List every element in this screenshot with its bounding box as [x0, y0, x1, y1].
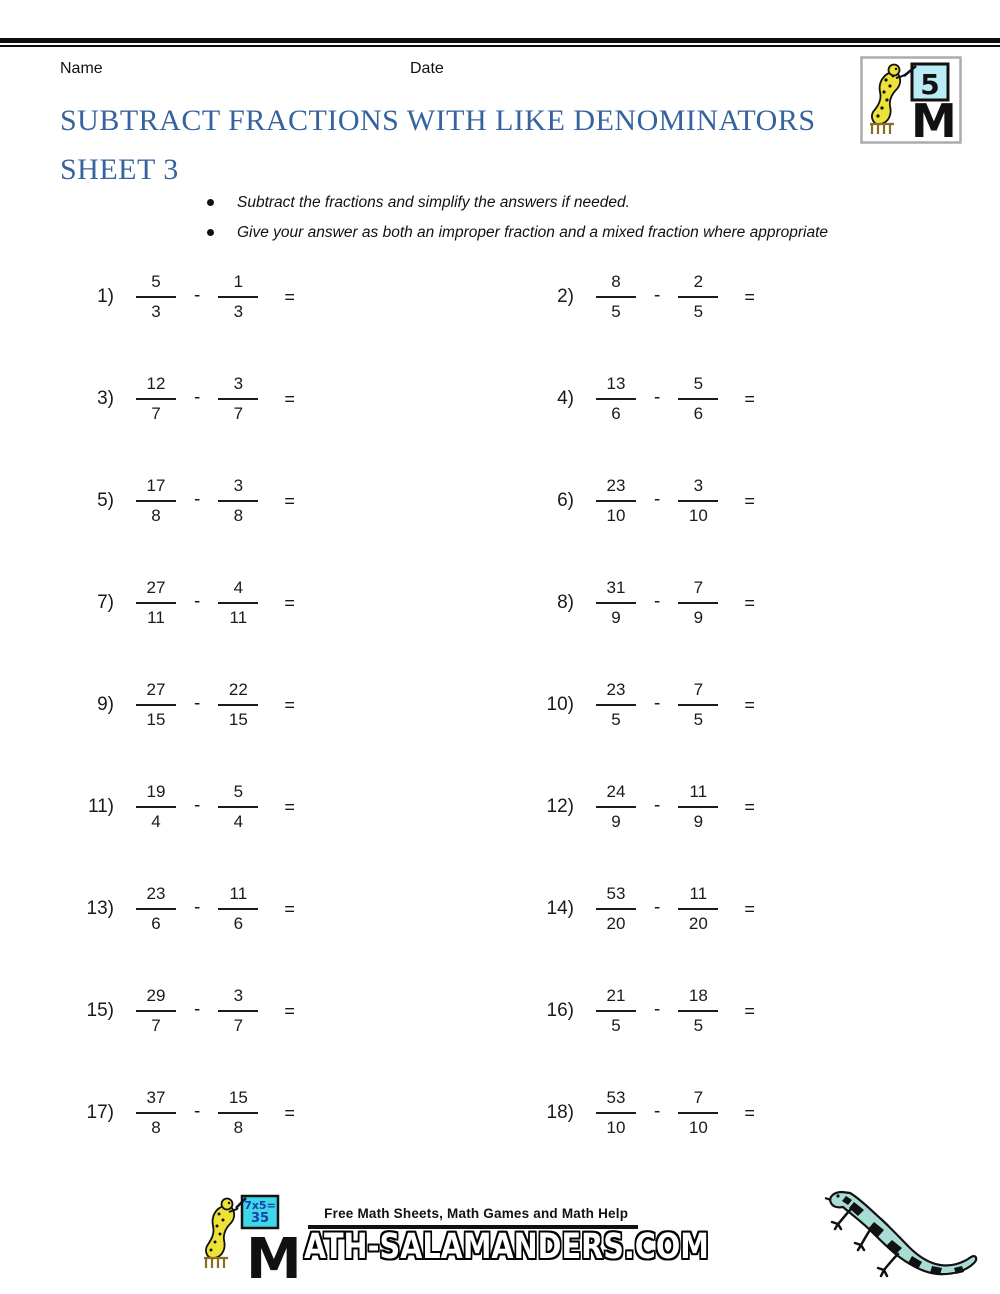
- minus-sign: -: [194, 897, 201, 918]
- badge-letter: M: [911, 94, 957, 144]
- numerator: 27: [136, 680, 176, 706]
- numerator: 8: [596, 272, 636, 298]
- problem-row: [60, 654, 520, 756]
- equals-sign: =: [284, 286, 295, 307]
- problem-row: [520, 756, 940, 858]
- equals-sign: =: [744, 1102, 755, 1123]
- fraction-minuend: [596, 476, 636, 526]
- problem-row: [520, 960, 940, 1062]
- denominator: 6: [693, 404, 704, 423]
- fraction-minuend: [596, 986, 636, 1036]
- problem-number: 12): [546, 796, 574, 817]
- problem-number: 10): [546, 694, 574, 715]
- equals-sign: =: [284, 490, 295, 511]
- fraction-subtrahend: [218, 782, 258, 832]
- denominator: 5: [693, 1016, 704, 1035]
- fraction-minuend: [596, 272, 636, 322]
- minus-sign: -: [654, 591, 661, 612]
- equals-sign: =: [284, 898, 295, 919]
- numerator: 11: [678, 884, 718, 910]
- lizard-illustration: [818, 1180, 988, 1294]
- minus-sign: -: [654, 1101, 661, 1122]
- denominator: 4: [233, 812, 244, 831]
- denominator: 8: [151, 1118, 161, 1137]
- board-equation: 7x5=: [244, 1199, 276, 1212]
- denominator: 9: [611, 608, 621, 627]
- problem-row: [60, 960, 520, 1062]
- problem-number: 16): [546, 1000, 574, 1021]
- problem-row: [520, 858, 940, 960]
- problem-row: [60, 858, 520, 960]
- fraction-minuend: [136, 374, 176, 424]
- numerator: 1: [218, 272, 258, 298]
- numerator: 24: [596, 782, 636, 808]
- fraction-minuend: [596, 782, 636, 832]
- numerator: 31: [596, 578, 636, 604]
- denominator: 10: [688, 506, 708, 525]
- fraction-minuend: [136, 884, 176, 934]
- badge-number: 5: [920, 68, 940, 101]
- minus-sign: -: [654, 387, 661, 408]
- problem-row: [520, 348, 940, 450]
- problem-number: 6): [557, 490, 574, 511]
- title-line-2: SHEET 3: [60, 153, 179, 186]
- fraction-minuend: [136, 578, 176, 628]
- footer-tagline: Free Math Sheets, Math Games and Math Help: [324, 1206, 629, 1221]
- numerator: 12: [136, 374, 176, 400]
- instructions-list: [205, 194, 965, 254]
- fraction-minuend: [136, 1088, 176, 1138]
- equals-sign: =: [284, 1102, 295, 1123]
- problem-number: 4): [557, 388, 574, 409]
- numerator: 2: [678, 272, 718, 298]
- equals-sign: =: [284, 694, 295, 715]
- fraction-subtrahend: [218, 578, 258, 628]
- problem-number: 15): [86, 1000, 114, 1021]
- fraction-minuend: [136, 782, 176, 832]
- denominator: 7: [151, 1016, 161, 1035]
- numerator: 22: [218, 680, 258, 706]
- problem-number: 17): [86, 1102, 114, 1123]
- fraction-subtrahend: [218, 476, 258, 526]
- numerator: 5: [218, 782, 258, 808]
- denominator: 6: [151, 914, 161, 933]
- denominator: 5: [693, 302, 704, 321]
- footer-logo-letter: M: [246, 1227, 302, 1284]
- numerator: 15: [218, 1088, 258, 1114]
- numerator: 11: [218, 884, 258, 910]
- fraction-subtrahend: [678, 374, 718, 424]
- numerator: 3: [218, 986, 258, 1012]
- footer-wordmark: ATH-SALAMANDERS.COM: [304, 1227, 709, 1267]
- fraction-subtrahend: [678, 986, 718, 1036]
- denominator: 8: [233, 506, 244, 525]
- numerator: 19: [136, 782, 176, 808]
- problem-row: [520, 246, 940, 348]
- denominator: 5: [611, 1016, 621, 1035]
- denominator: 5: [611, 302, 621, 321]
- denominator: 5: [611, 710, 621, 729]
- minus-sign: -: [654, 489, 661, 510]
- minus-sign: -: [654, 897, 661, 918]
- problem-number: 1): [97, 286, 114, 307]
- problem-row: [520, 450, 940, 552]
- problem-number: 14): [546, 898, 574, 919]
- denominator: 6: [233, 914, 244, 933]
- numerator: 27: [136, 578, 176, 604]
- numerator: 11: [678, 782, 718, 808]
- minus-sign: -: [194, 489, 201, 510]
- numerator: 23: [136, 884, 176, 910]
- denominator: 3: [151, 302, 161, 321]
- equals-sign: =: [744, 1000, 755, 1021]
- problem-row: [60, 756, 520, 858]
- minus-sign: -: [194, 693, 201, 714]
- bullet-icon: [207, 199, 214, 206]
- denominator: 7: [233, 1016, 244, 1035]
- problem-number: 7): [97, 592, 114, 613]
- numerator: 3: [678, 476, 718, 502]
- minus-sign: -: [194, 1101, 201, 1122]
- fraction-subtrahend: [678, 578, 718, 628]
- numerator: 4: [218, 578, 258, 604]
- problem-row: [60, 450, 520, 552]
- numerator: 21: [596, 986, 636, 1012]
- denominator: 7: [233, 404, 244, 423]
- numerator: 13: [596, 374, 636, 400]
- date-label: Date: [410, 60, 444, 77]
- numerator: 29: [136, 986, 176, 1012]
- fraction-subtrahend: [678, 680, 718, 730]
- minus-sign: -: [654, 285, 661, 306]
- equals-sign: =: [744, 490, 755, 511]
- equals-sign: =: [284, 1000, 295, 1021]
- problem-number: 3): [97, 388, 114, 409]
- minus-sign: -: [194, 387, 201, 408]
- fraction-minuend: [136, 680, 176, 730]
- fraction-subtrahend: [218, 680, 258, 730]
- denominator: 9: [693, 812, 704, 831]
- denominator: 15: [228, 710, 248, 729]
- numerator: 7: [678, 1088, 718, 1114]
- instruction-item: [205, 194, 965, 212]
- equals-sign: =: [744, 898, 755, 919]
- minus-sign: -: [654, 795, 661, 816]
- fraction-minuend: [596, 1088, 636, 1138]
- fraction-subtrahend: [678, 1088, 718, 1138]
- numerator: 18: [678, 986, 718, 1012]
- denominator: 8: [151, 506, 161, 525]
- minus-sign: -: [654, 693, 661, 714]
- denominator: 3: [233, 302, 244, 321]
- fraction-subtrahend: [218, 374, 258, 424]
- top-divider: [0, 38, 1000, 47]
- bullet-icon: [207, 229, 214, 236]
- denominator: 6: [611, 404, 621, 423]
- fraction-subtrahend: [218, 272, 258, 322]
- problem-number: 8): [557, 592, 574, 613]
- fraction-subtrahend: [218, 986, 258, 1036]
- lizard-icon: [818, 1180, 988, 1290]
- instruction-text: Subtract the fractions and simplify the answers if needed.: [237, 194, 630, 211]
- problem-number: 5): [97, 490, 114, 511]
- problem-row: [520, 552, 940, 654]
- equals-sign: =: [284, 388, 295, 409]
- denominator: 9: [693, 608, 704, 627]
- equals-sign: =: [284, 592, 295, 613]
- problem-row: [60, 348, 520, 450]
- denominator: 20: [688, 914, 708, 933]
- numerator: 23: [596, 680, 636, 706]
- numerator: 5: [136, 272, 176, 298]
- numerator: 23: [596, 476, 636, 502]
- denominator: 7: [151, 404, 161, 423]
- minus-sign: -: [194, 795, 201, 816]
- fraction-subtrahend: [218, 1088, 258, 1138]
- name-label: Name: [60, 60, 103, 77]
- equals-sign: =: [744, 796, 755, 817]
- denominator: 11: [229, 608, 248, 627]
- denominator: 5: [693, 710, 704, 729]
- problem-row: [520, 654, 940, 756]
- minus-sign: -: [194, 285, 201, 306]
- fraction-subtrahend: [218, 884, 258, 934]
- page-title: [60, 96, 880, 194]
- fraction-subtrahend: [678, 884, 718, 934]
- numerator: 53: [596, 884, 636, 910]
- denominator: 9: [611, 812, 621, 831]
- problem-number: 2): [557, 286, 574, 307]
- minus-sign: -: [194, 591, 201, 612]
- equals-sign: =: [744, 388, 755, 409]
- numerator: 5: [678, 374, 718, 400]
- problem-number: 9): [97, 694, 114, 715]
- fraction-minuend: [596, 680, 636, 730]
- problem-number: 13): [86, 898, 114, 919]
- equals-sign: =: [284, 796, 295, 817]
- problem-number: 18): [546, 1102, 574, 1123]
- problems-grid: [60, 246, 960, 1164]
- fraction-minuend: [136, 476, 176, 526]
- numerator: 7: [678, 578, 718, 604]
- numerator: 37: [136, 1088, 176, 1114]
- denominator: 15: [146, 710, 166, 729]
- fraction-minuend: [596, 884, 636, 934]
- numerator: 3: [218, 476, 258, 502]
- denominator: 11: [147, 608, 165, 627]
- title-line-1: SUBTRACT FRACTIONS WITH LIKE DENOMINATORS: [60, 104, 816, 137]
- problem-row: [60, 246, 520, 348]
- numerator: 53: [596, 1088, 636, 1114]
- equals-sign: =: [744, 694, 755, 715]
- minus-sign: -: [654, 999, 661, 1020]
- fraction-subtrahend: [678, 272, 718, 322]
- numerator: 3: [218, 374, 258, 400]
- denominator: 10: [606, 506, 626, 525]
- denominator: 4: [151, 812, 161, 831]
- footer-text-block: [298, 1192, 798, 1267]
- denominator: 10: [606, 1118, 626, 1137]
- instruction-text: Give your answer as both an improper fraction and a mixed fraction where appropriate: [237, 224, 829, 241]
- fraction-minuend: [596, 578, 636, 628]
- denominator: 20: [606, 914, 626, 933]
- problem-number: 11): [87, 796, 114, 817]
- minus-sign: -: [194, 999, 201, 1020]
- board-answer: 35: [251, 1211, 270, 1226]
- fraction-minuend: [136, 986, 176, 1036]
- problem-row: [60, 1062, 520, 1164]
- fraction-subtrahend: [678, 476, 718, 526]
- problem-row: [60, 552, 520, 654]
- denominator: 10: [688, 1118, 708, 1137]
- fraction-minuend: [136, 272, 176, 322]
- problem-row: [520, 1062, 940, 1164]
- equals-sign: =: [744, 286, 755, 307]
- fraction-minuend: [596, 374, 636, 424]
- equals-sign: =: [744, 592, 755, 613]
- numerator: 7: [678, 680, 718, 706]
- numerator: 17: [136, 476, 176, 502]
- fraction-subtrahend: [678, 782, 718, 832]
- denominator: 8: [233, 1118, 244, 1137]
- instruction-item: [205, 224, 965, 242]
